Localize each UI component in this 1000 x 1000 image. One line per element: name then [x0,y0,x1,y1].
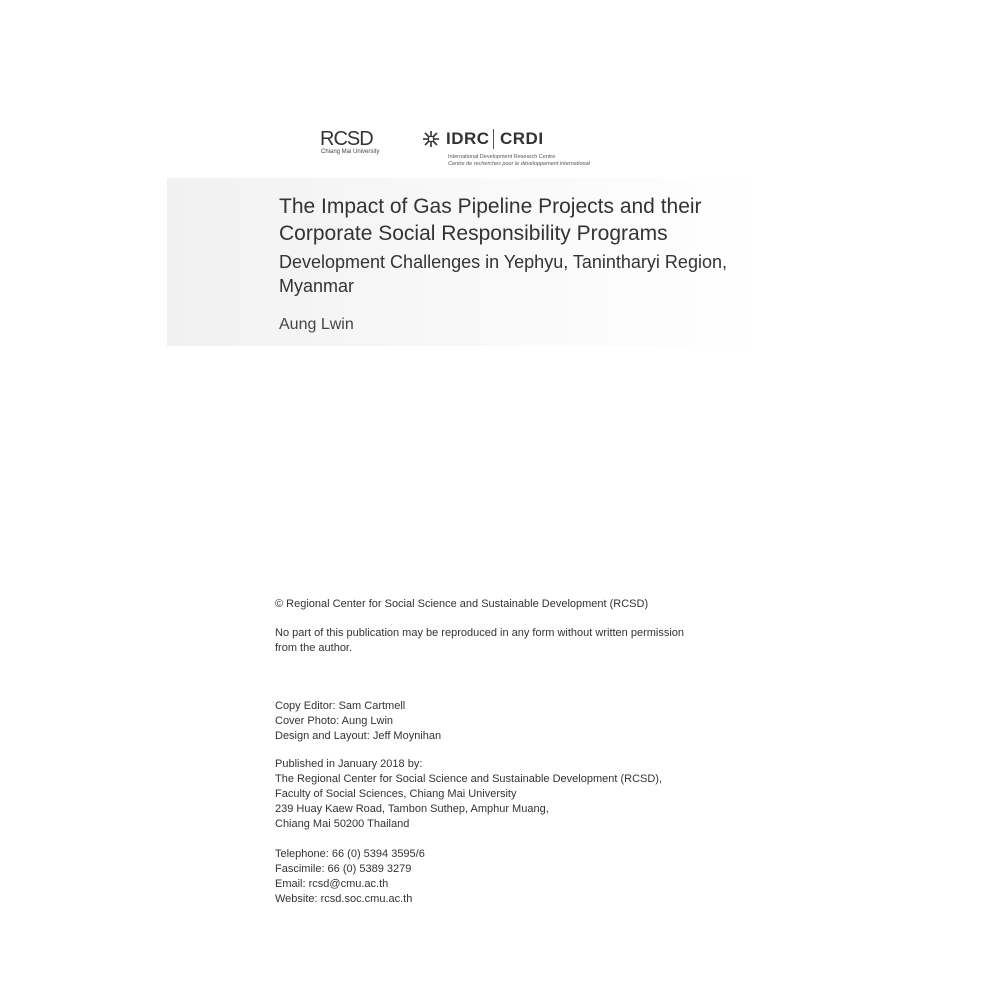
publisher-block [275,757,795,832]
rights-notice [275,626,795,656]
cover-photo-credit: Cover Photo: Aung Lwin [275,715,394,727]
idrc-logo-line-en: International Development Research Centre [448,154,556,160]
contact-block [275,847,795,907]
document-subtitle: Development Challenges in Yephyu, Tanintharyi Region, Myanmar [279,252,727,296]
idrc-logo-name: IDRC [446,129,490,148]
idrc-logo [420,126,620,170]
publisher-line: The Regional Center for Social Science and Sustainable Development (RCSD), [275,773,663,785]
rcsd-logo-mark: RCSD [320,128,373,150]
document-title: The Impact of Gas Pipeline Projects and their Corporate Social Responsibility Programs [279,195,702,245]
publisher-line: Chiang Mai 50200 Thailand [275,818,410,830]
idrc-logo-divider [493,129,494,149]
telephone: Telephone: 66 (0) 5394 3595/6 [275,848,425,860]
publisher-line: 239 Huay Kaew Road, Tambon Suthep, Amphur Muang, [275,803,549,815]
copy-editor-credit: Copy Editor: Sam Cartmell [275,700,406,712]
document-author: Aung Lwin [279,316,354,333]
design-layout-credit: Design and Layout: Jeff Moynihan [275,730,442,742]
logo-bar [0,0,1000,180]
credits-block [275,699,795,744]
fax: Fascimile: 66 (0) 5389 3279 [275,863,412,875]
publisher-line: Published in January 2018 by: [275,758,423,770]
copyright-line: © Regional Center for Social Science and Sustainable Development (RCSD) [275,598,649,610]
rights-line: from the author. [275,642,353,654]
publisher-line: Faculty of Social Sciences, Chiang Mai University [275,788,517,800]
idrc-logo-line-fr: Centre de recherches pour le développement international [448,161,590,167]
rcsd-logo-subtitle: Chiang Mai University [321,149,380,155]
idrc-emblem-icon [422,130,440,148]
copyright-notice [275,597,795,612]
crdi-logo-name: CRDI [500,129,544,148]
rights-line: No part of this publication may be reproduced in any form without written permission [275,627,685,639]
website: Website: rcsd.soc.cmu.ac.th [275,893,413,905]
rcsd-logo [320,128,400,162]
email: Email: rcsd@cmu.ac.th [275,878,389,890]
